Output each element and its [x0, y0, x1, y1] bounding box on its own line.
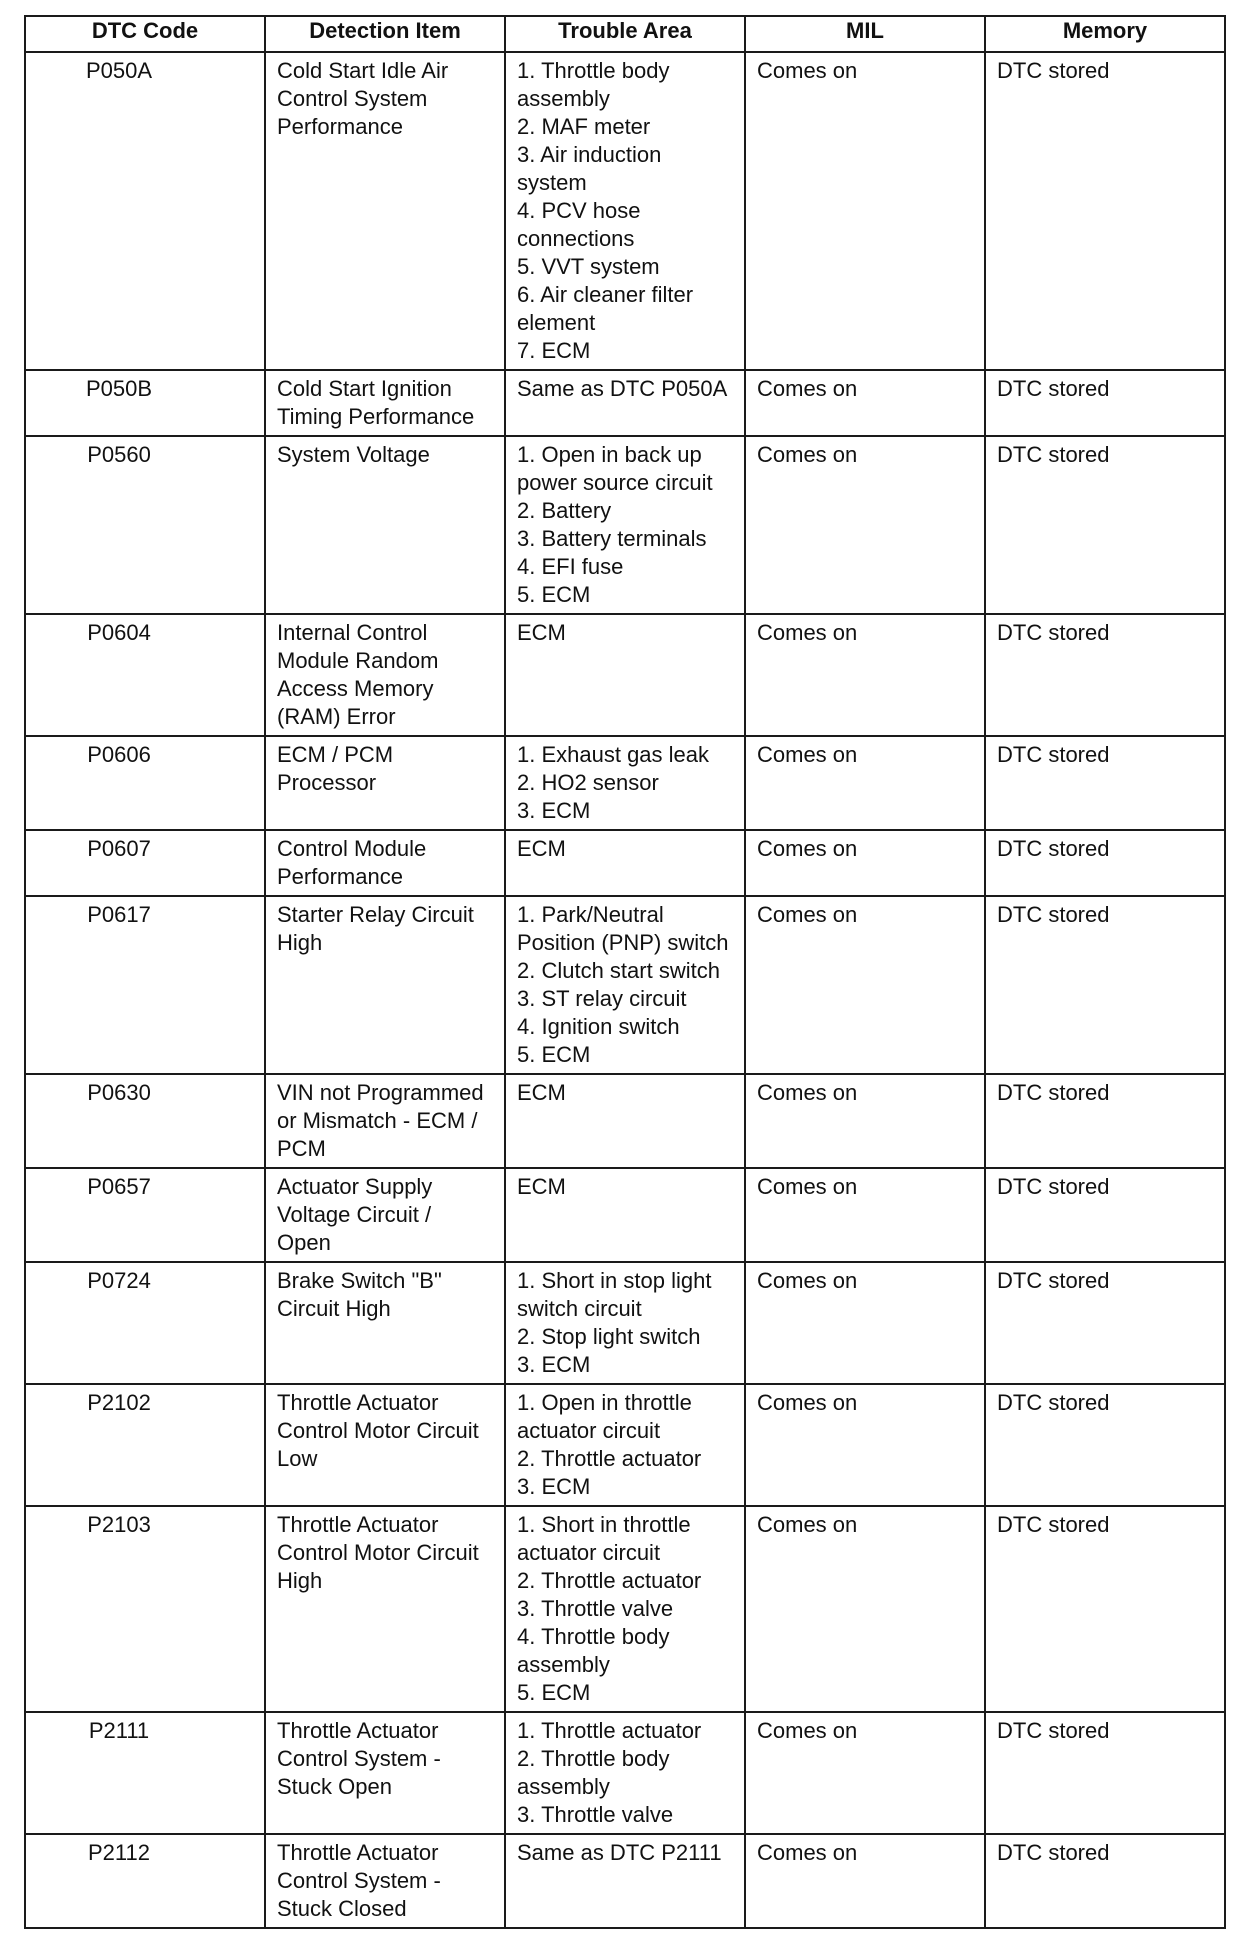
detection-item-cell: [265, 436, 505, 614]
trouble-area-line: 3. ECM: [517, 798, 591, 823]
trouble-area-line: 5. ECM: [517, 1042, 591, 1067]
trouble-area-line: Same as DTC P050A: [517, 376, 728, 401]
table-row: [25, 1506, 1225, 1712]
detection-item-line: Throttle Actuator: [277, 1718, 439, 1743]
trouble-area-line: Same as DTC P2111: [517, 1840, 722, 1865]
trouble-area-line: system: [517, 170, 587, 195]
detection-item-line: VIN not Programmed: [277, 1080, 484, 1105]
detection-item-line: Open: [277, 1230, 331, 1255]
memory-cell: DTC stored: [985, 830, 1225, 896]
trouble-area-line: 4. EFI fuse: [517, 554, 624, 579]
dtc-code-cell: P0560: [25, 436, 265, 614]
table-row: [25, 1834, 1225, 1928]
memory-cell: DTC stored: [985, 52, 1225, 370]
trouble-area-line: 5. ECM: [517, 582, 591, 607]
dtc-code-cell: P050A: [25, 52, 265, 370]
trouble-area-line: ECM: [517, 1174, 566, 1199]
detection-item-line: Cold Start Ignition: [277, 376, 452, 401]
detection-item-line: Processor: [277, 770, 377, 795]
detection-item-line: Low: [277, 1446, 318, 1471]
memory-cell: DTC stored: [985, 1262, 1225, 1384]
detection-item-line: Performance: [277, 864, 403, 889]
memory-cell: DTC stored: [985, 370, 1225, 436]
detection-item-line: ECM / PCM: [277, 742, 394, 767]
detection-item-line: High: [277, 930, 323, 955]
trouble-area-line: 3. ST relay circuit: [517, 986, 687, 1011]
detection-item-line: PCM: [277, 1136, 326, 1161]
trouble-area-line: connections: [517, 226, 635, 251]
detection-item-line: Control Module: [277, 836, 427, 861]
detection-item-line: Control Motor Circuit: [277, 1540, 479, 1565]
detection-item-cell: [265, 1834, 505, 1928]
header-trouble-area: Trouble Area: [505, 16, 745, 52]
mil-cell: Comes on: [745, 1168, 985, 1262]
trouble-area-line: 1. Open in throttle: [517, 1390, 692, 1415]
detection-item-line: Timing Performance: [277, 404, 475, 429]
trouble-area-line: 3. Throttle valve: [517, 1596, 674, 1621]
mil-cell: Comes on: [745, 1834, 985, 1928]
trouble-area-line: 1. Open in back up: [517, 442, 702, 467]
mil-cell: Comes on: [745, 1262, 985, 1384]
trouble-area-line: actuator circuit: [517, 1418, 661, 1443]
header-mil: MIL: [745, 16, 985, 52]
trouble-area-line: assembly: [517, 1774, 610, 1799]
trouble-area-line: 6. Air cleaner filter: [517, 282, 694, 307]
trouble-area-line: switch circuit: [517, 1296, 642, 1321]
detection-item-line: Brake Switch "B": [277, 1268, 442, 1293]
trouble-area-line: 2. Throttle actuator: [517, 1568, 702, 1593]
trouble-area-line: 3. Battery terminals: [517, 526, 707, 551]
detection-item-line: Module Random: [277, 648, 439, 673]
trouble-area-line: 2. Clutch start switch: [517, 958, 720, 983]
table-row: [25, 1712, 1225, 1834]
dtc-table: [24, 15, 1226, 1929]
dtc-code-cell: P0630: [25, 1074, 265, 1168]
table-row: [25, 1168, 1225, 1262]
memory-cell: DTC stored: [985, 1834, 1225, 1928]
trouble-area-line: 5. ECM: [517, 1680, 591, 1705]
table-row: [25, 1384, 1225, 1506]
detection-item-line: Stuck Closed: [277, 1896, 407, 1921]
trouble-area-line: 1. Short in throttle: [517, 1512, 691, 1537]
memory-cell: DTC stored: [985, 1712, 1225, 1834]
trouble-area-line: 1. Short in stop light: [517, 1268, 712, 1293]
detection-item-line: Control System -: [277, 1746, 441, 1771]
detection-item-line: Control System: [277, 86, 428, 111]
table-row: [25, 1074, 1225, 1168]
trouble-area-cell: [505, 830, 745, 896]
trouble-area-line: 1. Park/Neutral: [517, 902, 664, 927]
dtc-code-cell: P2103: [25, 1506, 265, 1712]
mil-cell: Comes on: [745, 830, 985, 896]
detection-item-cell: [265, 1384, 505, 1506]
detection-item-cell: [265, 370, 505, 436]
memory-cell: DTC stored: [985, 614, 1225, 736]
mil-cell: Comes on: [745, 436, 985, 614]
detection-item-line: Internal Control: [277, 620, 428, 645]
trouble-area-line: 7. ECM: [517, 338, 591, 363]
detection-item-line: Stuck Open: [277, 1774, 392, 1799]
detection-item-line: Performance: [277, 114, 403, 139]
mil-cell: Comes on: [745, 1384, 985, 1506]
detection-item-cell: [265, 1712, 505, 1834]
dtc-code-cell: P050B: [25, 370, 265, 436]
trouble-area-cell: [505, 52, 745, 370]
trouble-area-line: 3. ECM: [517, 1474, 591, 1499]
dtc-code-cell: P0606: [25, 736, 265, 830]
memory-cell: DTC stored: [985, 896, 1225, 1074]
dtc-code-cell: P2111: [25, 1712, 265, 1834]
table-row: [25, 736, 1225, 830]
detection-item-line: Control System -: [277, 1868, 441, 1893]
detection-item-line: Throttle Actuator: [277, 1840, 439, 1865]
dtc-code-cell: P2112: [25, 1834, 265, 1928]
dtc-code-cell: P0607: [25, 830, 265, 896]
mil-cell: Comes on: [745, 896, 985, 1074]
memory-cell: DTC stored: [985, 436, 1225, 614]
trouble-area-line: 1. Throttle body: [517, 58, 670, 83]
trouble-area-line: assembly: [517, 86, 610, 111]
memory-cell: DTC stored: [985, 1074, 1225, 1168]
mil-cell: Comes on: [745, 736, 985, 830]
trouble-area-line: ECM: [517, 1080, 566, 1105]
detection-item-cell: [265, 1168, 505, 1262]
dtc-code-cell: P2102: [25, 1384, 265, 1506]
detection-item-line: High: [277, 1568, 323, 1593]
detection-item-cell: [265, 614, 505, 736]
table-row: [25, 1262, 1225, 1384]
header-dtc-code: DTC Code: [25, 16, 265, 52]
header-detection-item: Detection Item: [265, 16, 505, 52]
trouble-area-line: power source circuit: [517, 470, 713, 495]
trouble-area-line: 1. Exhaust gas leak: [517, 742, 710, 767]
detection-item-cell: [265, 1262, 505, 1384]
table-row: [25, 436, 1225, 614]
header-memory: Memory: [985, 16, 1225, 52]
trouble-area-cell: [505, 1262, 745, 1384]
detection-item-line: Throttle Actuator: [277, 1390, 439, 1415]
trouble-area-cell: [505, 736, 745, 830]
detection-item-line: Actuator Supply: [277, 1174, 433, 1199]
trouble-area-line: Position (PNP) switch: [517, 930, 729, 955]
detection-item-line: Cold Start Idle Air: [277, 58, 449, 83]
trouble-area-line: 3. Throttle valve: [517, 1802, 674, 1827]
trouble-area-line: ECM: [517, 620, 566, 645]
mil-cell: Comes on: [745, 1074, 985, 1168]
detection-item-line: Circuit High: [277, 1296, 391, 1321]
trouble-area-cell: [505, 1168, 745, 1262]
trouble-area-line: actuator circuit: [517, 1540, 661, 1565]
mil-cell: Comes on: [745, 370, 985, 436]
memory-cell: DTC stored: [985, 1384, 1225, 1506]
trouble-area-cell: [505, 1834, 745, 1928]
trouble-area-line: element: [517, 310, 596, 335]
detection-item-line: System Voltage: [277, 442, 430, 467]
trouble-area-line: 4. Ignition switch: [517, 1014, 680, 1039]
trouble-area-line: 3. Air induction: [517, 142, 662, 167]
memory-cell: DTC stored: [985, 736, 1225, 830]
trouble-area-line: ECM: [517, 836, 566, 861]
trouble-area-line: 4. PCV hose: [517, 198, 641, 223]
detection-item-cell: [265, 1506, 505, 1712]
trouble-area-line: 5. VVT system: [517, 254, 660, 279]
dtc-document: [24, 15, 1224, 1929]
trouble-area-cell: [505, 1384, 745, 1506]
table-row: [25, 830, 1225, 896]
trouble-area-cell: [505, 896, 745, 1074]
detection-item-cell: [265, 736, 505, 830]
memory-cell: DTC stored: [985, 1506, 1225, 1712]
trouble-area-line: 2. Throttle actuator: [517, 1446, 702, 1471]
trouble-area-line: 4. Throttle body: [517, 1624, 670, 1649]
detection-item-line: or Mismatch - ECM /: [277, 1108, 478, 1133]
detection-item-cell: [265, 1074, 505, 1168]
trouble-area-cell: [505, 436, 745, 614]
dtc-code-cell: P0617: [25, 896, 265, 1074]
detection-item-line: Voltage Circuit /: [277, 1202, 432, 1227]
detection-item-line: Access Memory: [277, 676, 434, 701]
mil-cell: Comes on: [745, 52, 985, 370]
trouble-area-line: 1. Throttle actuator: [517, 1718, 702, 1743]
trouble-area-line: 2. Battery: [517, 498, 612, 523]
trouble-area-line: assembly: [517, 1652, 610, 1677]
trouble-area-cell: [505, 1712, 745, 1834]
mil-cell: Comes on: [745, 614, 985, 736]
trouble-area-line: 2. Stop light switch: [517, 1324, 701, 1349]
table-header-row: [25, 16, 1225, 52]
detection-item-line: Throttle Actuator: [277, 1512, 439, 1537]
trouble-area-line: 2. Throttle body: [517, 1746, 670, 1771]
trouble-area-line: 3. ECM: [517, 1352, 591, 1377]
detection-item-line: Starter Relay Circuit: [277, 902, 474, 927]
detection-item-cell: [265, 830, 505, 896]
dtc-code-cell: P0724: [25, 1262, 265, 1384]
detection-item-line: Control Motor Circuit: [277, 1418, 479, 1443]
dtc-code-cell: P0657: [25, 1168, 265, 1262]
detection-item-cell: [265, 896, 505, 1074]
trouble-area-cell: [505, 1506, 745, 1712]
trouble-area-line: 2. HO2 sensor: [517, 770, 659, 795]
trouble-area-line: 2. MAF meter: [517, 114, 651, 139]
table-row: [25, 614, 1225, 736]
trouble-area-cell: [505, 370, 745, 436]
trouble-area-cell: [505, 614, 745, 736]
table-row: [25, 370, 1225, 436]
table-row: [25, 52, 1225, 370]
table-row: [25, 896, 1225, 1074]
trouble-area-cell: [505, 1074, 745, 1168]
memory-cell: DTC stored: [985, 1168, 1225, 1262]
detection-item-cell: [265, 52, 505, 370]
detection-item-line: (RAM) Error: [277, 704, 396, 729]
table-body: [25, 52, 1225, 1928]
dtc-code-cell: P0604: [25, 614, 265, 736]
mil-cell: Comes on: [745, 1506, 985, 1712]
mil-cell: Comes on: [745, 1712, 985, 1834]
